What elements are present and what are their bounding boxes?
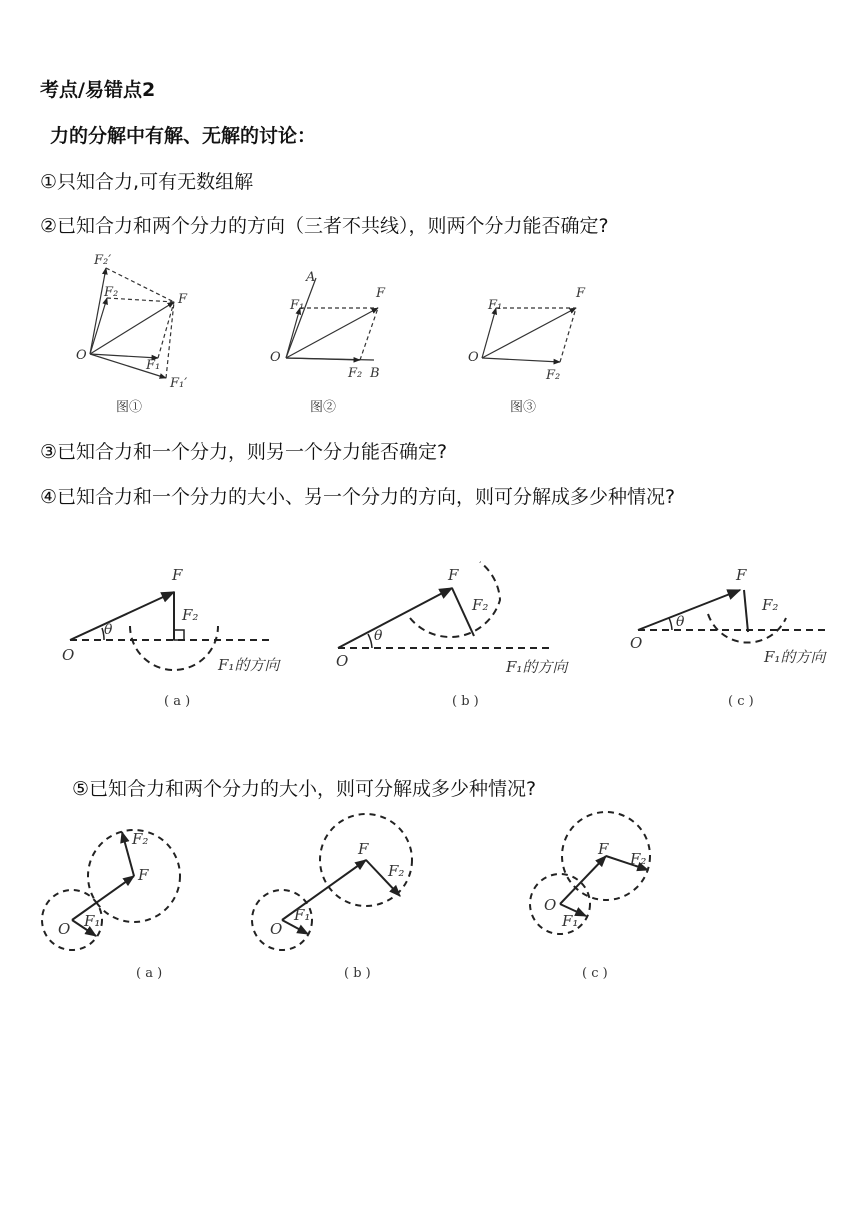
figure-row-3 (30, 812, 690, 962)
fig5b-label-O: O (270, 920, 283, 938)
fig3-label-F2: F₂ (546, 368, 561, 383)
fig4b-label-F2: F₂ (472, 596, 489, 614)
fig4c-label-O: O (630, 634, 643, 652)
fig5b-label-F1: F₁ (294, 906, 311, 924)
fig1-label-F2: F₂ (104, 285, 119, 300)
fig3-label-F1: F₁ (488, 298, 503, 313)
fig2-label-F: F (376, 286, 386, 301)
fig3-caption: 图③ (510, 400, 537, 415)
fig4b-label-F: F (448, 566, 459, 584)
figure-4c-diagram (638, 590, 830, 643)
fig5c-label-F: F (598, 840, 609, 858)
fig1-label-F1: F₁ (146, 358, 161, 373)
fig4a-caption: ( a ) (164, 694, 191, 709)
fig5c-caption: ( c ) (582, 966, 608, 981)
fig4a-label-F1dir: F₁的方向 (218, 656, 280, 674)
item-3: ③已知合力和一个分力，则另一个分力能否确定? (40, 441, 448, 463)
fig2-label-F1: F₁ (290, 298, 305, 313)
fig4a-label-F2: F₂ (182, 606, 199, 624)
fig4c-label-F2: F₂ (762, 596, 779, 614)
fig5a-caption: ( a ) (136, 966, 163, 981)
fig5c-label-O: O (544, 896, 557, 914)
fig4a-label-theta: θ (104, 622, 113, 638)
fig4a-label-F: F (172, 566, 183, 584)
fig2-label-A: A (306, 270, 316, 285)
item-4: ④已知合力和一个分力的大小、另一个分力的方向，则可分解成多少种情况? (40, 486, 676, 508)
fig4b-label-F1dir: F₁的方向 (506, 658, 568, 676)
fig5a-label-O: O (58, 920, 71, 938)
fig2-label-B: B (370, 366, 380, 381)
fig5a-label-F1: F₁ (84, 912, 101, 930)
fig4c-label-F1dir: F₁的方向 (764, 648, 826, 666)
fig4b-label-O: O (336, 652, 349, 670)
item-2: ②已知合力和两个分力的方向（三者不共线），则两个分力能否确定? (40, 215, 609, 237)
fig1-label-F2p: F₂′ (94, 253, 112, 268)
fig4c-caption: ( c ) (728, 694, 754, 709)
fig5c-label-F1: F₁ (562, 912, 579, 930)
figure-1-diagram (90, 268, 174, 378)
figure-4b-diagram (338, 562, 554, 648)
fig4c-label-F: F (736, 566, 747, 584)
fig5b-label-F2: F₂ (388, 862, 405, 880)
fig4a-label-O: O (62, 646, 75, 664)
fig5a-label-F2: F₂ (132, 830, 149, 848)
section-heading: 考点/易错点2 (40, 79, 156, 101)
fig5b-label-F: F (358, 840, 369, 858)
subheading: 力的分解中有解、无解的讨论： (50, 125, 317, 147)
fig5b-caption: ( b ) (344, 966, 371, 981)
fig2-caption: 图② (310, 400, 337, 415)
figure-3-diagram (482, 308, 576, 362)
figure-row-1 (70, 250, 630, 420)
fig1-label-O: O (76, 348, 87, 363)
fig4b-caption: ( b ) (452, 694, 479, 709)
fig4c-label-theta: θ (676, 614, 685, 630)
fig5c-label-F2: F₂ (630, 850, 647, 868)
item-1: ①只知合力,可有无数组解 (40, 171, 254, 193)
fig4b-label-theta: θ (374, 628, 383, 644)
fig3-label-F: F (576, 286, 586, 301)
fig2-label-O: O (270, 350, 281, 365)
fig5a-label-F: F (138, 866, 149, 884)
fig2-label-F2: F₂ (348, 366, 363, 381)
fig1-label-F: F (178, 292, 188, 307)
fig3-label-O: O (468, 350, 479, 365)
fig1-caption: 图① (116, 400, 143, 415)
figure-5c-diagram (530, 812, 650, 934)
item-5: ⑤已知合力和两个分力的大小，则可分解成多少种情况? (72, 778, 537, 800)
figure-2-diagram (286, 278, 378, 360)
fig1-label-F1p: F₁′ (170, 376, 188, 391)
